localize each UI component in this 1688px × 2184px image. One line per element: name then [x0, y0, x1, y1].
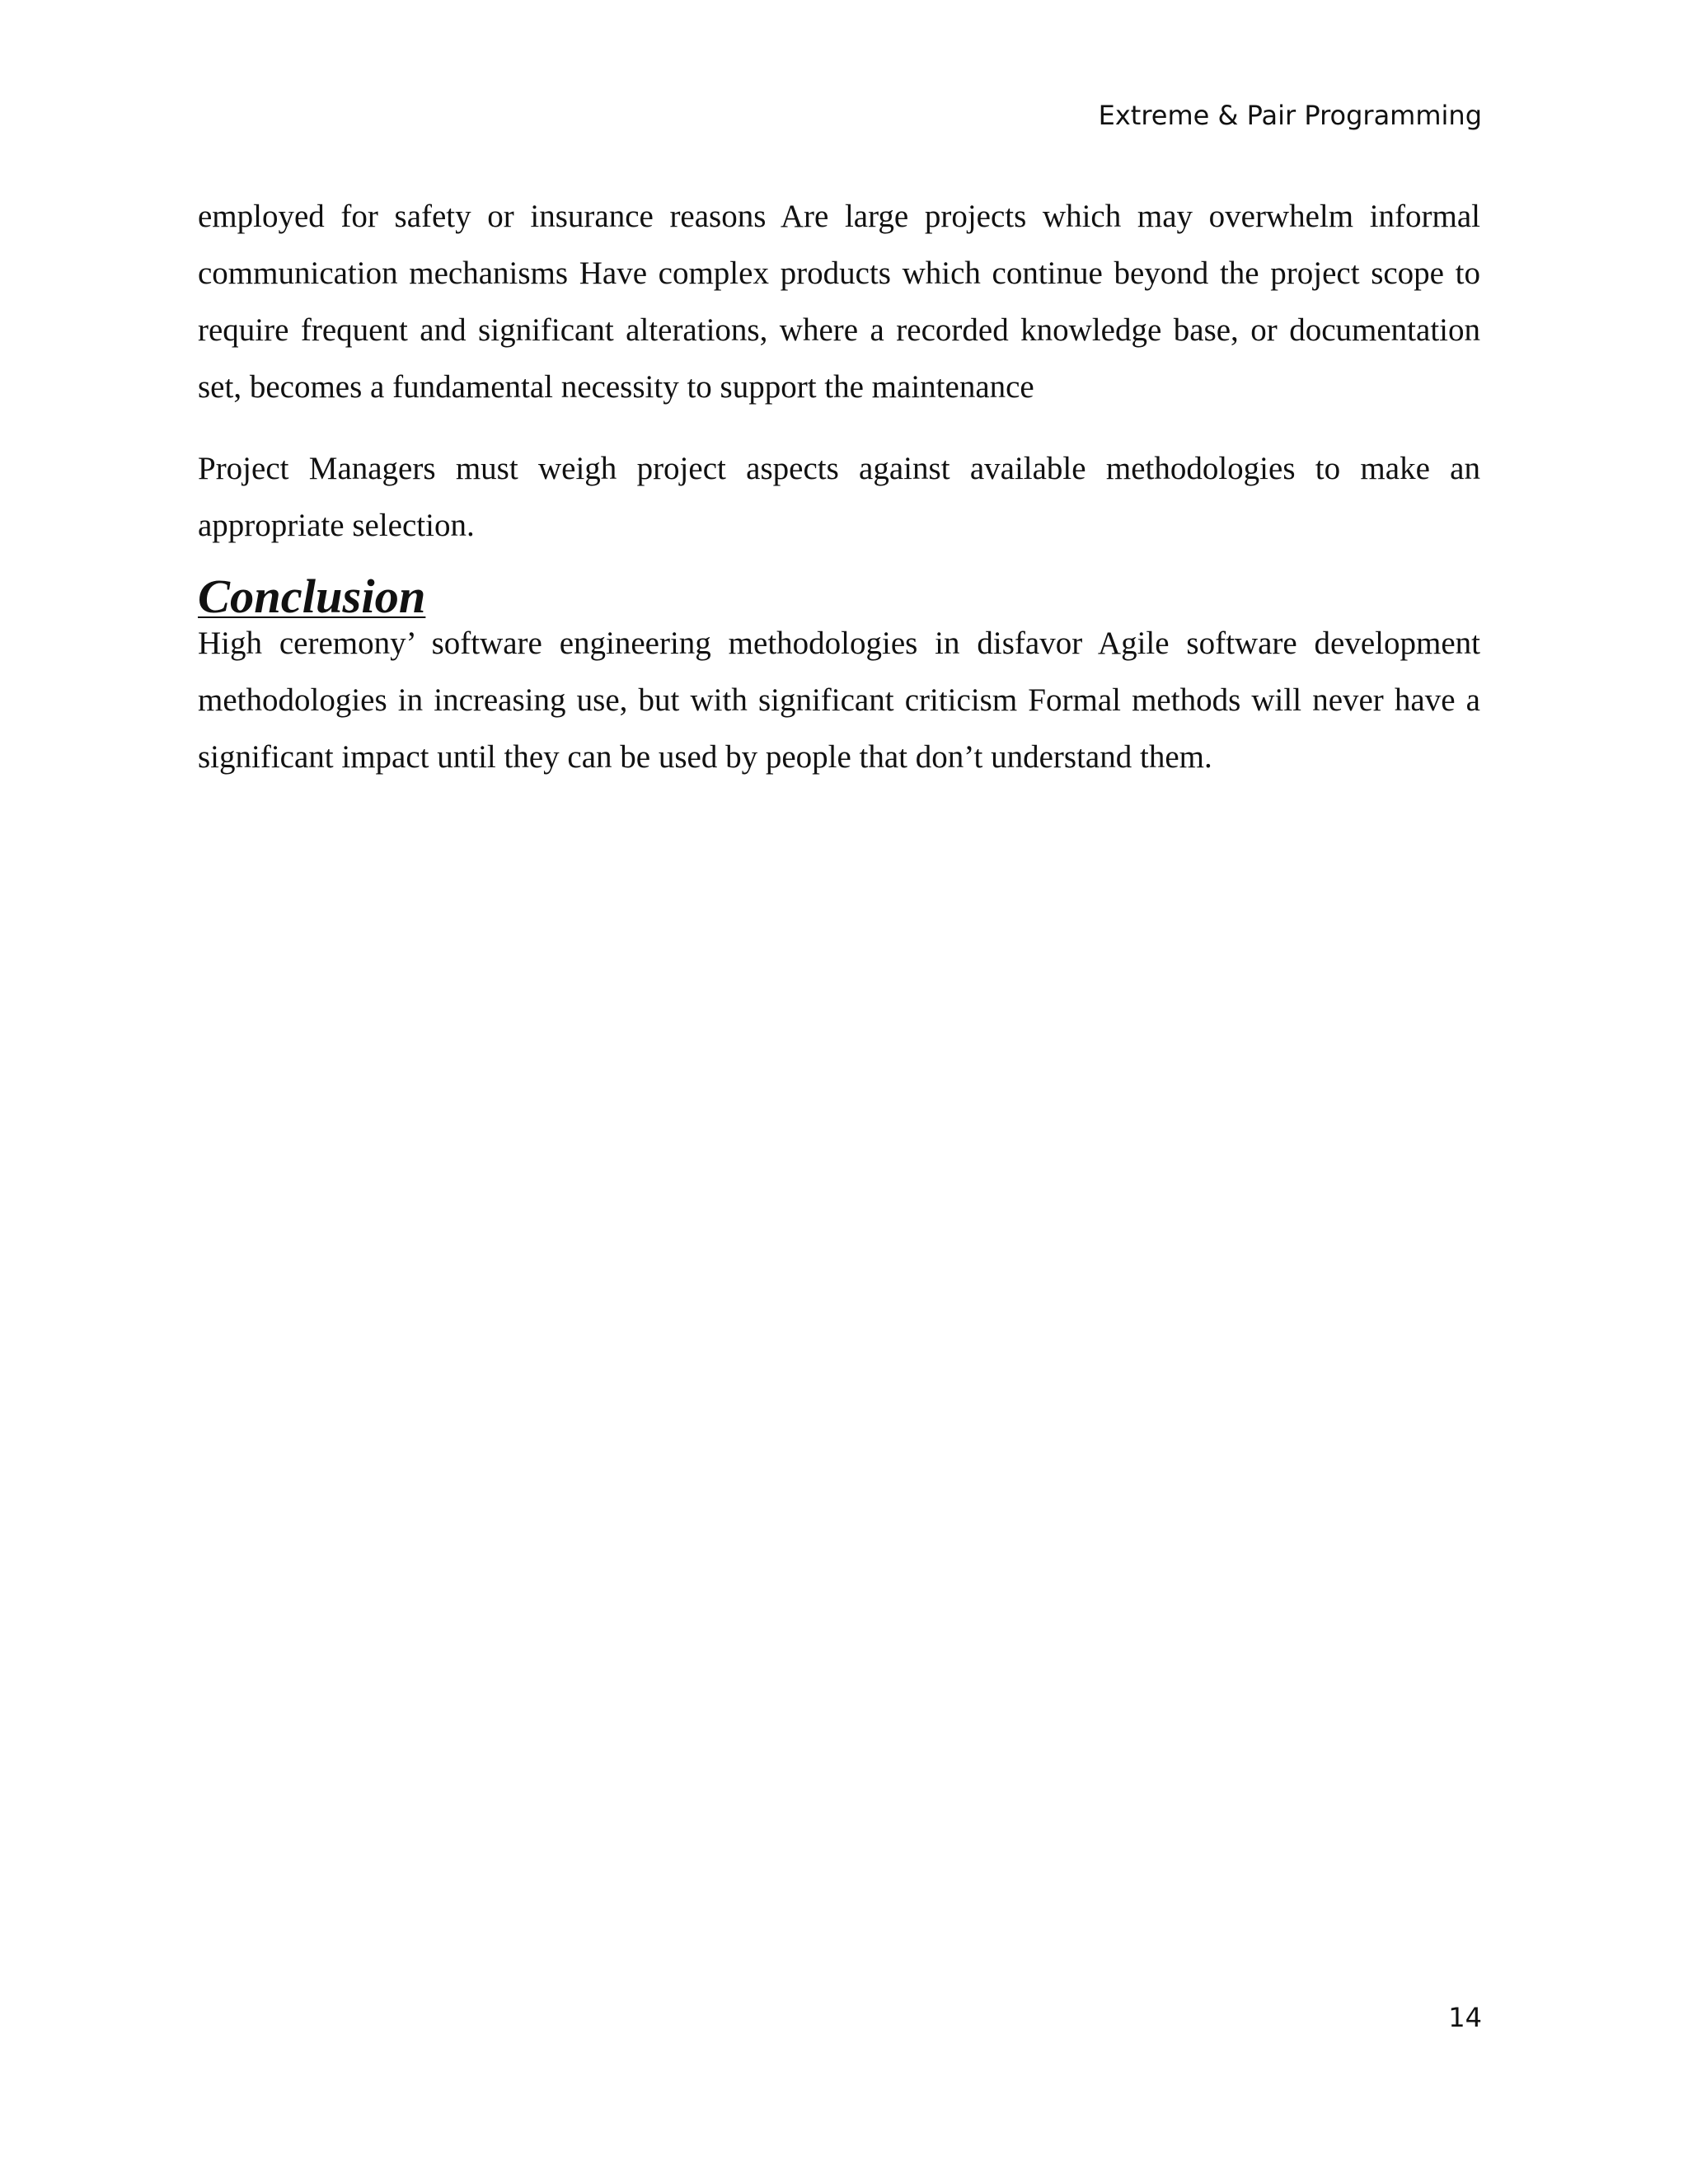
paragraph-conclusion: High ceremony’ software engineering methodologies in disfavor Agile software development methodologies in increasing use, but with significant criticism Formal methods will never have a significant impact until they can be used by people that don’t understand them.: [198, 626, 1480, 775]
running-header: Extreme & Pair Programming: [1098, 100, 1482, 131]
paragraph-project-managers: Project Managers must weigh project aspects against available methodologies to make an appropriate selection.: [198, 451, 1480, 543]
page-number: 14: [1448, 2002, 1482, 2033]
paragraph-continuation: employed for safety or insurance reasons Are large projects which may overwhelm informal communication mechanisms Have complex products which continue beyond the project scope to require frequent and significant alterations, where a recorded knowledge base, or documentation set, becomes a fundamental necessity to support the maintenance: [198, 199, 1480, 405]
section-heading-conclusion: Conclusion: [198, 569, 426, 623]
body-text: [198, 188, 1480, 785]
